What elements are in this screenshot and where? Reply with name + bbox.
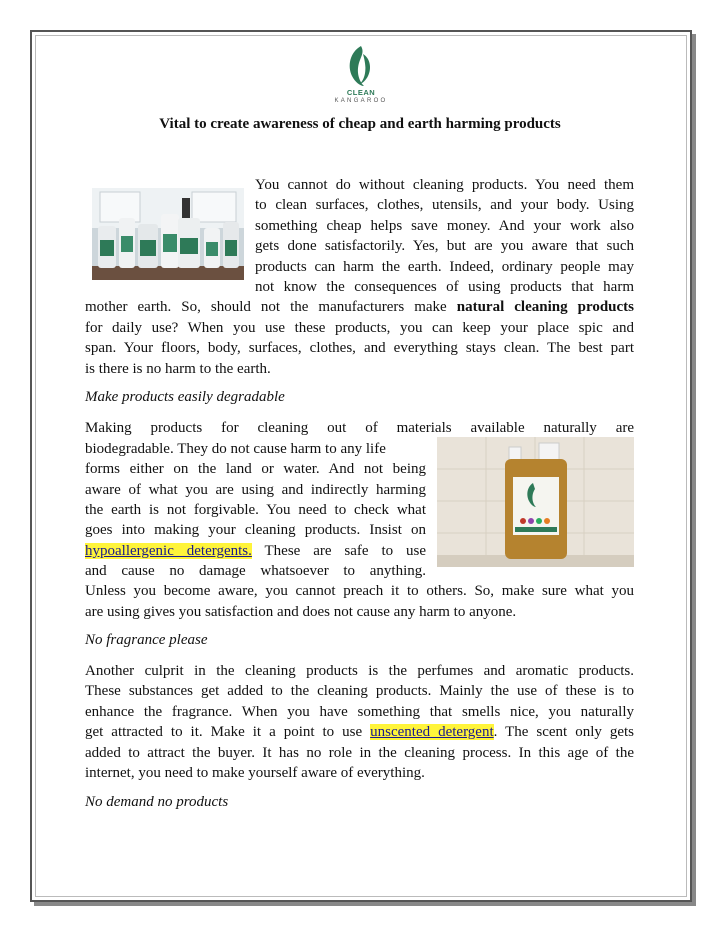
para2-line: Making products for cleaning out of materials available naturally are <box>85 420 634 436</box>
para2-line: biodegradable. They do not cause harm to any life <box>85 441 386 457</box>
para3-text: . The scent only gets <box>493 724 635 740</box>
hypoallergenic-detergents-link[interactable]: hypoallergenic detergents. <box>85 543 252 559</box>
para3-line: added to attract the buyer. It has no role in the cleaning process. In this age of the <box>85 745 634 761</box>
para1-line: You cannot do without cleaning products. You need them <box>255 177 634 193</box>
para1-line: for daily use? When you use these products, you can keep your place spic and <box>85 320 634 336</box>
para2-line: aware of what you are using and indirectly harming <box>85 482 426 498</box>
para1-line: is there is no harm to the earth. <box>85 361 271 377</box>
section-heading: No fragrance please <box>85 632 208 648</box>
para3-line <box>85 722 634 742</box>
natural-cleaning-products-bold: natural cleaning products <box>456 299 635 315</box>
para1-line: to clean surfaces, clothes, utensils, and your body. Using <box>255 197 634 213</box>
logo-wordmark: CLEAN <box>346 88 376 97</box>
para2-line: forms either on the land or water. And not being <box>85 461 426 477</box>
para2-line <box>85 541 426 561</box>
section-heading: Make products easily degradable <box>85 389 285 405</box>
para2-text: These are safe to use <box>264 543 426 559</box>
para2-line: are using gives you satisfaction and does not cause any harm to anyone. <box>85 604 517 620</box>
para1-line <box>85 297 634 317</box>
document-title: Vital to create awareness of cheap and earth harming products <box>159 116 561 132</box>
para2-line: the earth is not forgivable. You need to check what <box>85 502 426 518</box>
para2-line: Unless you become aware, you cannot preach it to others. So, make sure what you <box>85 583 634 599</box>
para2-line: goes into making your cleaning products. Insist on <box>85 522 426 538</box>
para1-line: products can harm the earth. Indeed, ordinary people may <box>255 259 634 275</box>
kangaroo-leaf-icon <box>330 44 392 88</box>
para1-text: mother earth. So, should not the manufacturers make <box>85 299 447 315</box>
para1-line: span. Your floors, body, surfaces, clothes, and everything stays clean. The best part <box>85 340 634 356</box>
para3-text: get attracted to it. Make it a point to use <box>85 724 363 740</box>
para3-line: internet, you need to make yourself aware of everything. <box>85 765 425 781</box>
para3-line: Another culprit in the cleaning products is the perfumes and aromatic products. <box>85 663 634 679</box>
cleaning-bottles-photo <box>92 188 244 280</box>
para1-line: something cheap helps save money. And your work also <box>255 218 634 234</box>
logo-subtitle: KANGAROO <box>334 98 388 104</box>
detergent-jug-photo <box>437 437 634 567</box>
para3-line: These substances get added to the cleaning products. Mainly the use of these is to <box>85 683 634 699</box>
para2-line: and cause no damage whatsoever to anything. <box>85 563 426 579</box>
section-heading: No demand no products <box>85 794 229 810</box>
unscented-detergent-link[interactable]: unscented detergent <box>370 724 494 740</box>
para3-line: enhance the fragrance. When you have something that smells nice, you naturally <box>85 704 634 720</box>
para1-line: not know the consequences of using products that harm <box>255 279 634 295</box>
para1-line: gets done satisfactorily. Yes, but are you aware that such <box>255 238 634 254</box>
